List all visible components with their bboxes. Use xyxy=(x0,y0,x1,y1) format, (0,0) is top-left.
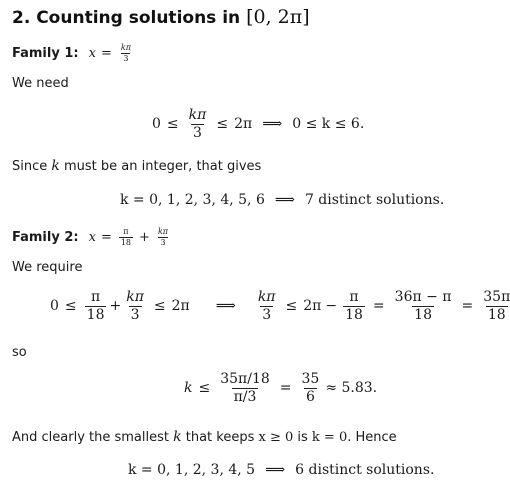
frac-den: 6 xyxy=(305,388,315,405)
frac-den: 18 xyxy=(345,306,363,323)
k-result: 6 distinct solutions. xyxy=(295,462,435,478)
clearly-d: . Hence xyxy=(347,430,397,445)
ineq-fraction xyxy=(124,290,146,322)
family1-eq: = xyxy=(100,46,112,62)
so-text: so xyxy=(12,345,27,360)
frac-num: π xyxy=(349,289,359,305)
clearly-b: that keeps xyxy=(181,430,259,445)
ineq-fraction xyxy=(393,290,454,322)
frac-num: π xyxy=(90,289,101,305)
family2-label: Family 2: xyxy=(12,230,79,246)
family1-since-text xyxy=(12,158,261,174)
ineq-result: 0 ≤ k ≤ 6. xyxy=(292,116,365,133)
family2-eq: = xyxy=(100,230,112,246)
ineq-le: ≤ xyxy=(153,298,166,315)
bound-approx: ≈ 5.83. xyxy=(325,380,378,397)
ineq-fraction xyxy=(187,108,209,140)
family2-k-values xyxy=(128,462,434,478)
k-result: 7 distinct solutions. xyxy=(304,192,445,208)
bound-fraction-2 xyxy=(300,372,322,404)
ineq-zero: 0 xyxy=(50,298,59,315)
frac-num: 36π − π xyxy=(394,289,452,305)
implies-arrow: ⟹ xyxy=(274,192,295,208)
frac-den: 3 xyxy=(130,306,140,323)
since-text-a: Since xyxy=(12,159,52,174)
family1-k-values xyxy=(120,192,444,208)
clearly-k0: k = 0 xyxy=(311,430,348,445)
family1-frac-den: 3 xyxy=(123,54,129,64)
clearly-a: And clearly the smallest xyxy=(12,430,174,445)
since-text-b: must be an integer, that gives xyxy=(59,159,262,174)
frac-den: 3 xyxy=(160,238,166,248)
ineq-two-pi: 2π xyxy=(303,298,322,315)
frac-num: 35 xyxy=(301,371,320,387)
clearly-c: is xyxy=(293,430,312,445)
bound-k: k xyxy=(184,380,193,397)
frac-den: 18 xyxy=(120,238,132,248)
ineq-eq: = xyxy=(461,298,474,315)
family1-label: Family 1: xyxy=(12,46,79,62)
clearly-k: k xyxy=(173,429,182,445)
implies-arrow: ⟹ xyxy=(215,298,236,315)
family2-fraction-1 xyxy=(119,228,133,248)
ineq-two-pi: 2π xyxy=(234,116,253,133)
family1-x: x xyxy=(88,46,96,62)
family1-inequality xyxy=(152,108,364,140)
frac-num: kπ xyxy=(257,289,276,305)
family2-inequality xyxy=(50,290,510,322)
ineq-fraction xyxy=(85,290,107,322)
frac-num: kπ xyxy=(157,227,169,236)
ineq-le: ≤ xyxy=(166,116,179,133)
ineq-two-pi: 2π xyxy=(171,298,190,315)
frac-den: 18 xyxy=(414,306,432,323)
ineq-plus: + xyxy=(109,298,122,315)
section-heading xyxy=(12,6,310,28)
family2-plus: + xyxy=(139,230,150,246)
family2-require-text: We require xyxy=(12,260,83,275)
family1-fraction xyxy=(119,44,133,64)
frac-den: 18 xyxy=(487,306,506,323)
family2-x: x xyxy=(88,230,96,246)
clearly-x: x ≥ 0 xyxy=(258,430,294,445)
implies-arrow: ⟹ xyxy=(265,462,286,478)
frac-num: π xyxy=(123,227,129,236)
frac-num: 35π/18 xyxy=(220,371,270,387)
frac-den: 18 xyxy=(86,306,105,323)
heading-interval: [0, 2π] xyxy=(246,6,310,28)
frac-den: 3 xyxy=(193,124,202,141)
family2-definition xyxy=(12,228,172,248)
frac-den: π/3 xyxy=(233,388,257,405)
ineq-zero: 0 xyxy=(152,116,161,133)
ineq-fraction xyxy=(256,290,278,322)
family2-k-bound xyxy=(184,372,377,404)
bound-eq: = xyxy=(279,380,292,397)
family1-frac-num: kπ xyxy=(120,43,131,52)
bound-fraction-1 xyxy=(218,372,272,404)
ineq-fraction xyxy=(343,290,365,322)
ineq-le: ≤ xyxy=(64,298,77,315)
ineq-fraction xyxy=(481,290,510,322)
frac-num: 35π xyxy=(483,289,510,305)
since-k: k xyxy=(51,158,60,174)
ineq-le: ≤ xyxy=(285,298,298,315)
family1-need-text: We need xyxy=(12,76,69,91)
ineq-le: ≤ xyxy=(216,116,229,133)
frac-num: kπ xyxy=(188,107,207,123)
frac-den: 3 xyxy=(262,306,272,323)
k-values: k = 0, 1, 2, 3, 4, 5, 6 xyxy=(120,192,265,208)
ineq-minus: − xyxy=(325,298,338,315)
frac-num: kπ xyxy=(126,289,144,305)
clearly-text xyxy=(12,429,397,445)
family2-fraction-2 xyxy=(156,228,170,248)
ineq-eq: = xyxy=(372,298,385,315)
family1-definition xyxy=(12,44,135,64)
implies-arrow: ⟹ xyxy=(262,116,283,133)
bound-le: ≤ xyxy=(198,380,211,397)
k-values: k = 0, 1, 2, 3, 4, 5 xyxy=(128,462,256,478)
heading-text: 2. Counting solutions in xyxy=(12,8,247,28)
